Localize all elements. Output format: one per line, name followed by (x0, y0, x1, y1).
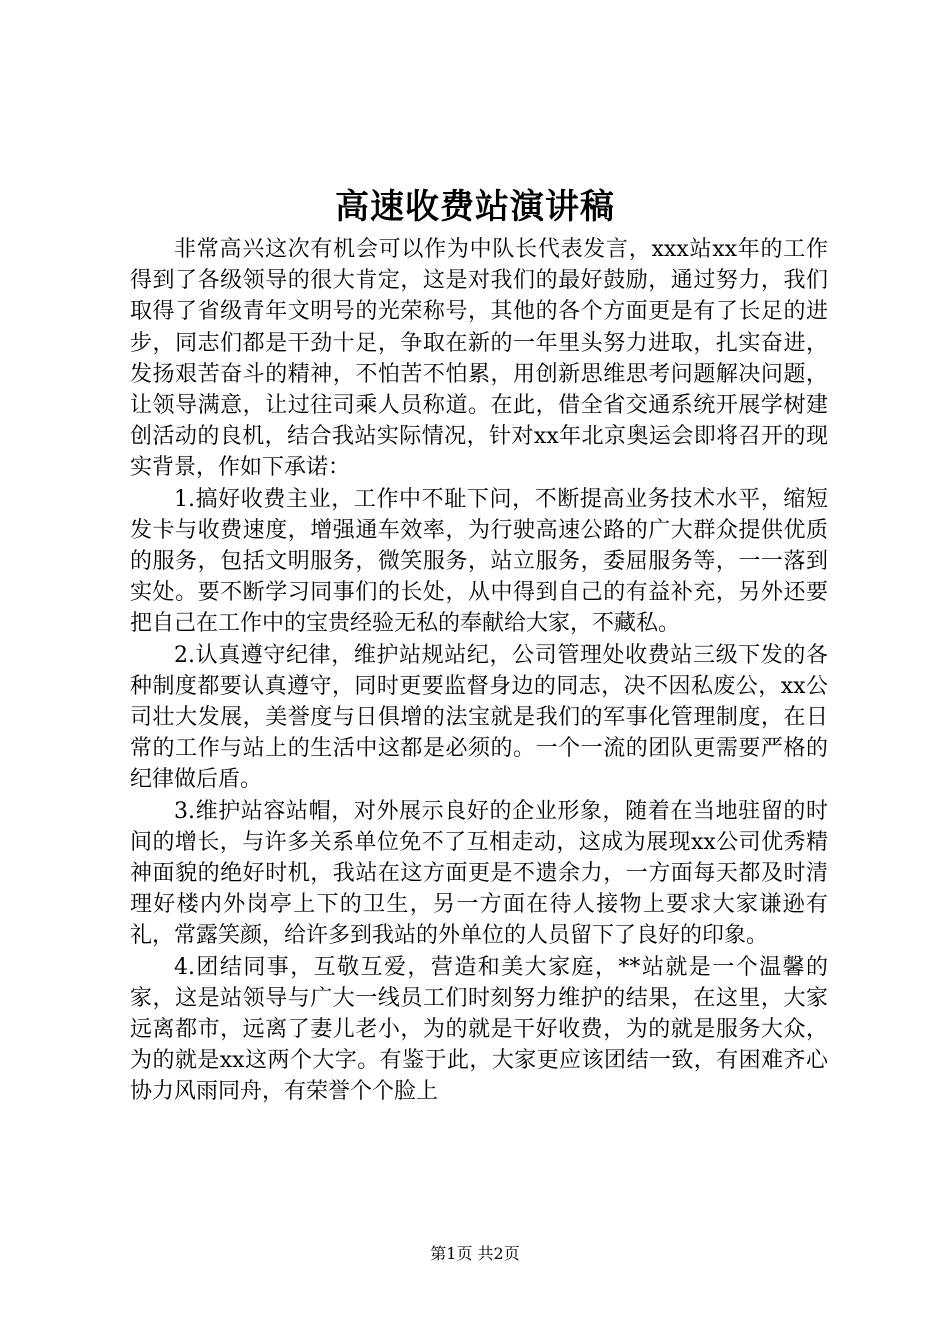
document-title: 高速收费站演讲稿 (335, 187, 615, 227)
page-footer: 第1页 共2页 (430, 1244, 520, 1263)
paragraph-intro: 非常高兴这次有机会可以作为中队长代表发言，xxx站xx年的工作得到了各级领导的很大肯定，这是对我们的最好鼓励，通过努力，我们取得了省级青年文明号的光荣称号，其他的各个方面更是有了长足的进步，同志们都是干劲十足，争取在新的一年里头努力进取，扎实奋进，发扬艰苦奋斗的精神，不怕苦不怕累，用创新思维思考问题解决问题，让领导满意，让过往司乘人员称道。在此，借全省交通系统开展学树建创活动的良机，结合我站实际情况，针对xx年北京奥运会即将召开的现实背景，作如下承诺： (130, 237, 828, 481)
document-body (130, 234, 828, 1108)
paragraph-item-4: 4.团结同事，互敬互爱，营造和美大家庭，**站就是一个温馨的家，这是站领导与广大一线员工们时刻努力维护的结果，在这里，大家远离都市，远离了妻儿老小，为的就是干好收费，为的就是服务大众，为的就是xx这两个大字。有鉴于此，大家更应该团结一致，有困难齐心协力风雨同舟，有荣誉个个脸上 (130, 954, 828, 1105)
paragraph-item-1: 1.搞好收费主业，工作中不耻下问，不断提高业务技术水平，缩短发卡与收费速度，增强通车效率，为行驶高速公路的广大群众提供优质的服务，包括文明服务，微笑服务，站立服务，委屈服务等，一一落到实处。要不断学习同事们的长处，从中得到自己的有益补充，另外还要把自己在工作中的宝贵经验无私的奉献给大家，不藏私。 (130, 486, 828, 637)
paragraph-item-3: 3.维护站容站帽，对外展示良好的企业形象，随着在当地驻留的时间的增长，与许多关系单位免不了互相走动，这成为展现xx公司优秀精神面貌的绝好时机，我站在这方面更是不遗余力，一方面每天都及时清理好楼内外岗亭上下的卫生，另一方面在待人接物上要求大家谦逊有礼，常露笑颜，给许多到我站的外单位的人员留下了良好的印象。 (130, 798, 828, 949)
paragraph-item-2: 2.认真遵守纪律，维护站规站纪，公司管理处收费站三级下发的各种制度都要认真遵守，同时更要监督身边的同志，决不因私废公，xx公司壮大发展，美誉度与日俱增的法宝就是我们的军事化管理制度，在日常的工作与站上的生活中这都是必须的。一个一流的团队更需要严格的纪律做后盾。 (130, 642, 828, 793)
